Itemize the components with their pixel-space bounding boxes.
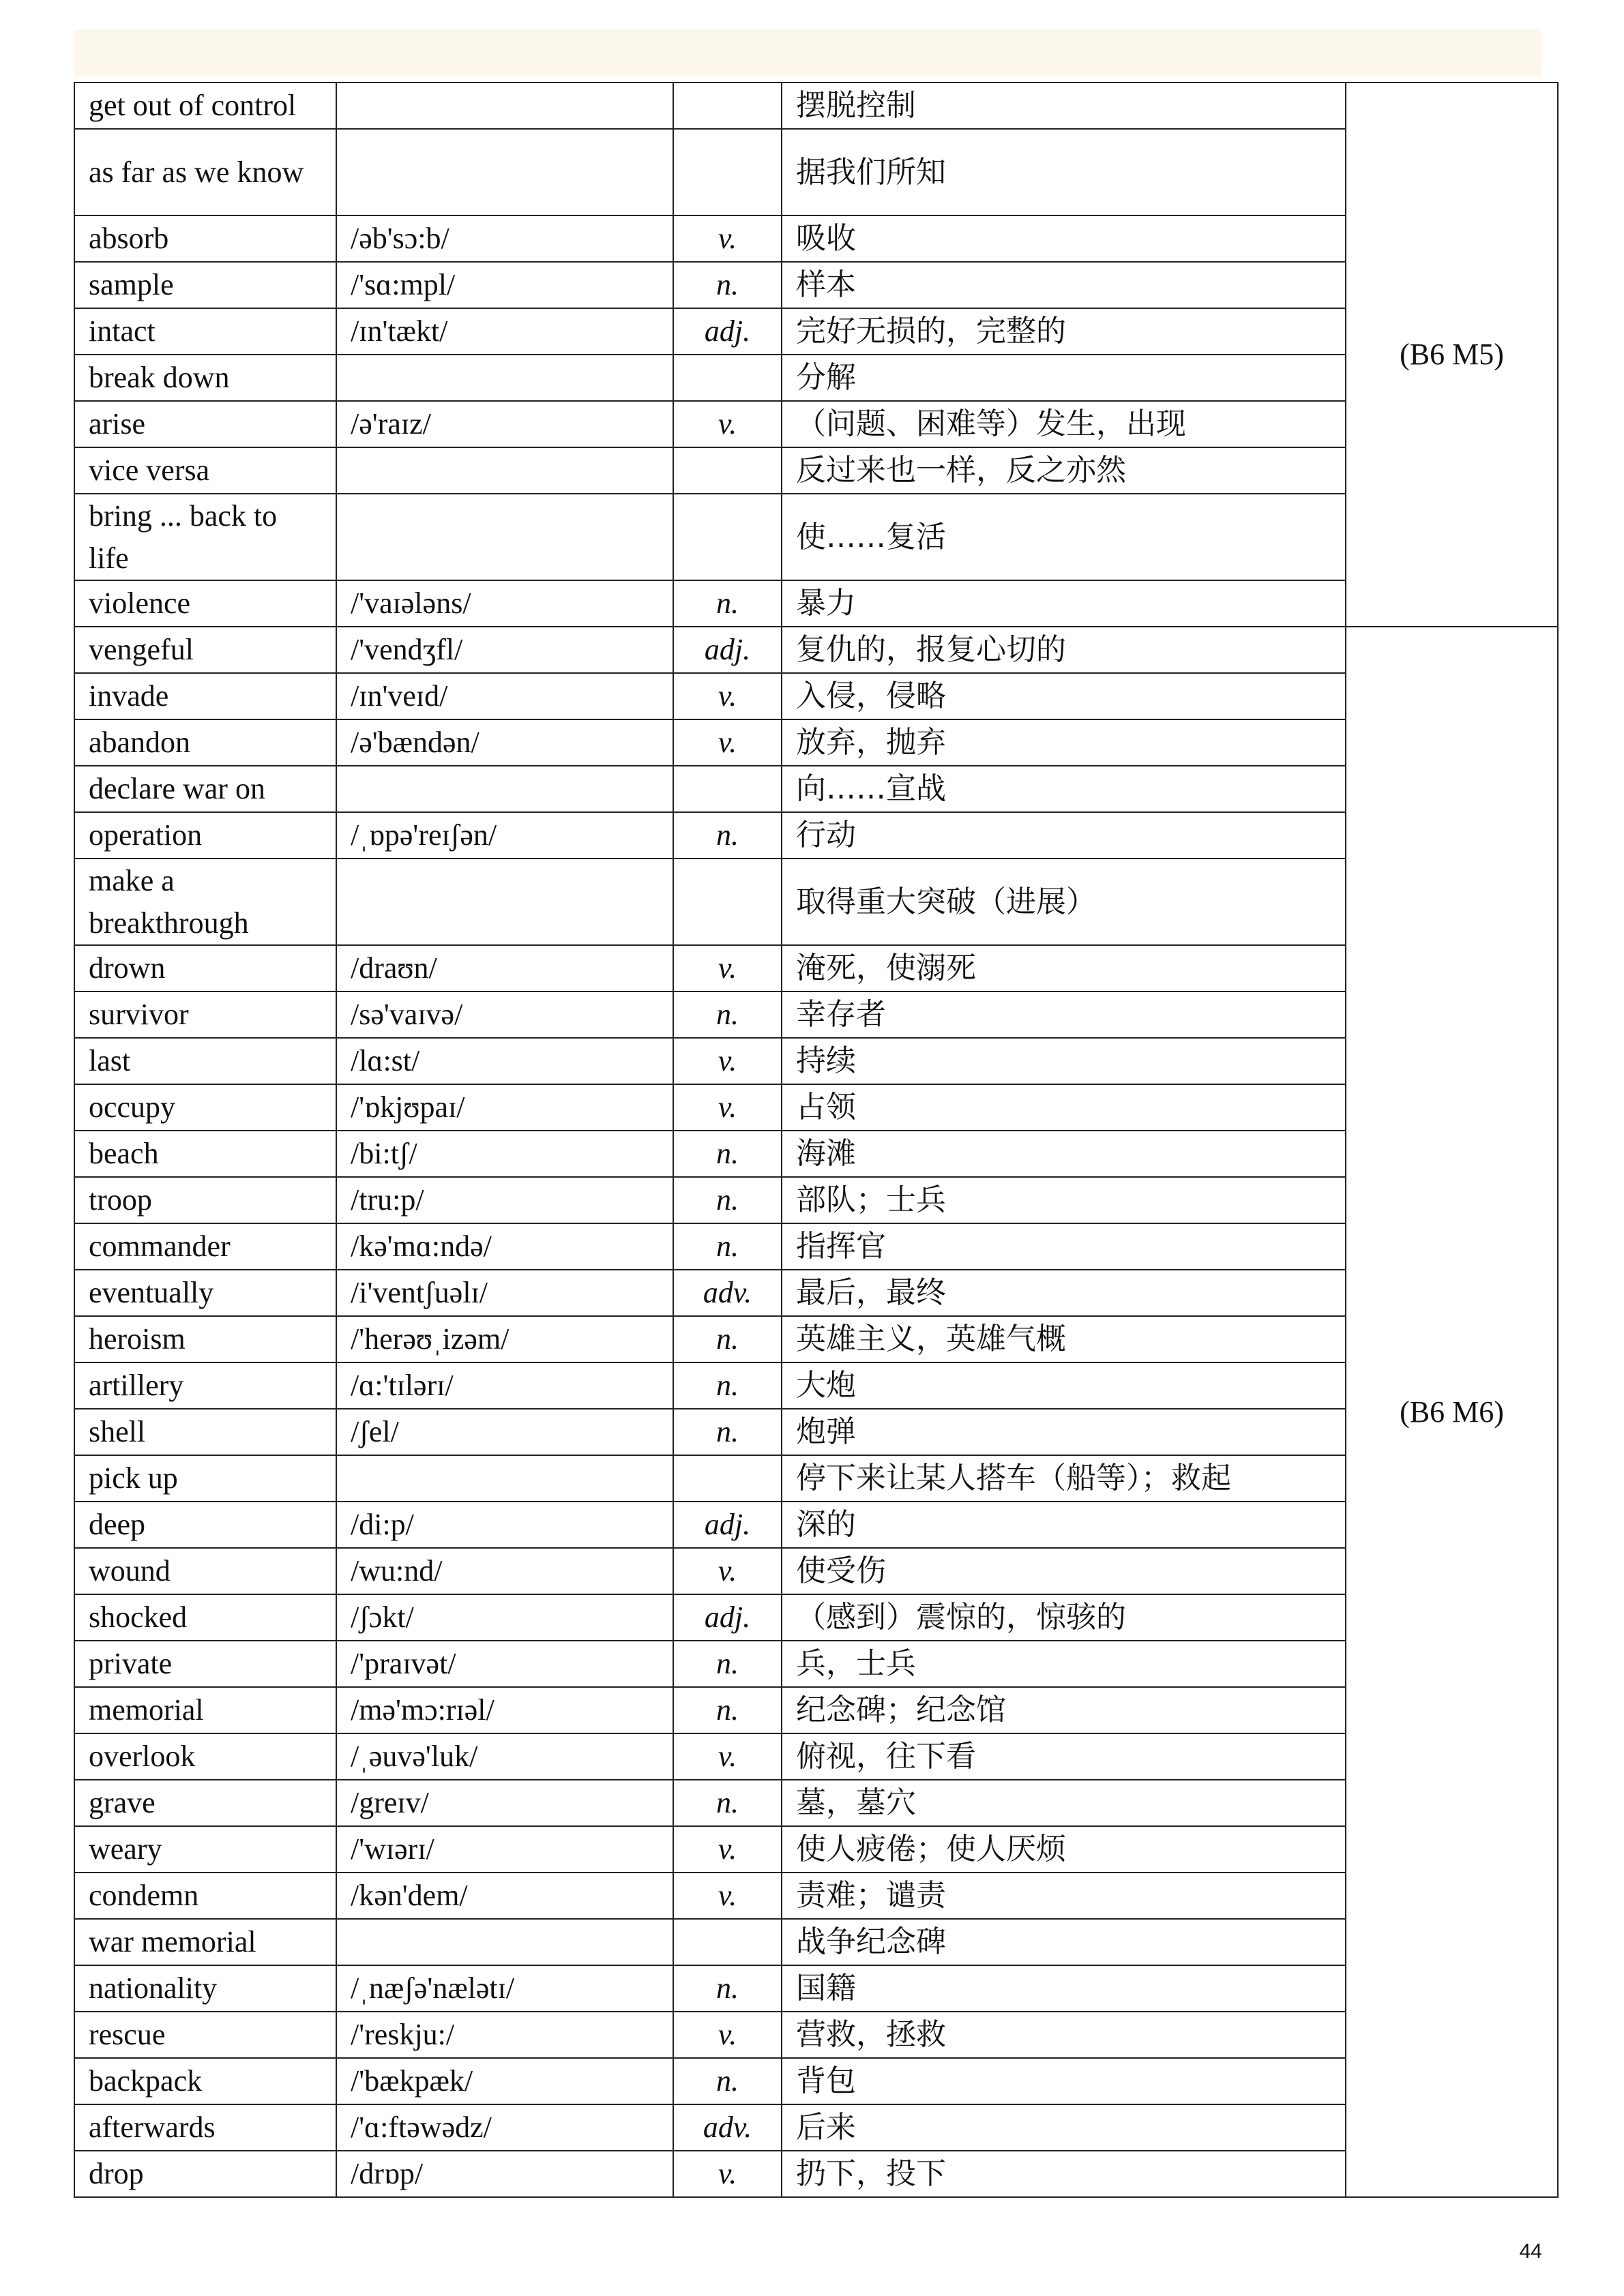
- word-cell: artillery: [74, 1362, 336, 1409]
- word-cell: occupy: [74, 1084, 336, 1131]
- phonetic-cell: /'praɪvət/: [336, 1641, 673, 1687]
- part-of-speech-cell: n.: [673, 262, 782, 308]
- meaning-cell: 俯视，往下看: [782, 1733, 1346, 1780]
- meaning-cell: 淹死，使溺死: [782, 945, 1346, 992]
- phonetic-cell: /ɪn'tækt/: [336, 308, 673, 355]
- meaning-cell: 国籍: [782, 1965, 1346, 2012]
- part-of-speech-cell: [673, 129, 782, 215]
- phonetic-cell: /ɪn'veɪd/: [336, 673, 673, 719]
- phonetic-cell: /ə'bændən/: [336, 719, 673, 766]
- meaning-cell: 战争纪念碑: [782, 1919, 1346, 1965]
- word-cell: overlook: [74, 1733, 336, 1780]
- table-row: [74, 1873, 1558, 1919]
- meaning-cell: 占领: [782, 1084, 1346, 1131]
- table-row: [74, 1270, 1558, 1316]
- part-of-speech-cell: n.: [673, 992, 782, 1038]
- phonetic-cell: /'sɑ:mpl/: [336, 262, 673, 308]
- phonetic-cell: /'ɑ:ftəwədz/: [336, 2104, 673, 2151]
- part-of-speech-cell: [673, 859, 782, 945]
- phonetic-cell: /ʃɔkt/: [336, 1594, 673, 1641]
- part-of-speech-cell: n.: [673, 1362, 782, 1409]
- part-of-speech-cell: [673, 355, 782, 401]
- word-cell: private: [74, 1641, 336, 1687]
- phonetic-cell: [336, 1919, 673, 1965]
- part-of-speech-cell: n.: [673, 1409, 782, 1455]
- table-row: [74, 215, 1558, 262]
- meaning-cell: 海滩: [782, 1131, 1346, 1177]
- meaning-cell: 复仇的，报复心切的: [782, 627, 1346, 673]
- table-row: [74, 812, 1558, 859]
- phonetic-cell: /draʊn/: [336, 945, 673, 992]
- word-cell: invade: [74, 673, 336, 719]
- part-of-speech-cell: v.: [673, 1548, 782, 1594]
- part-of-speech-cell: n.: [673, 1687, 782, 1733]
- phonetic-cell: /əb'sɔ:b/: [336, 215, 673, 262]
- part-of-speech-cell: v.: [673, 945, 782, 992]
- phonetic-cell: /kən'dem/: [336, 1873, 673, 1919]
- table-row: [74, 1548, 1558, 1594]
- phonetic-cell: /ˌəuvə'luk/: [336, 1733, 673, 1780]
- phonetic-cell: /mə'mɔ:rɪəl/: [336, 1687, 673, 1733]
- meaning-cell: 反过来也一样，反之亦然: [782, 447, 1346, 494]
- part-of-speech-cell: n.: [673, 580, 782, 627]
- meaning-cell: 据我们所知: [782, 129, 1346, 215]
- meaning-cell: 向……宣战: [782, 766, 1346, 812]
- meaning-cell: 暴力: [782, 580, 1346, 627]
- meaning-cell: 大炮: [782, 1362, 1346, 1409]
- word-cell: declare war on: [74, 766, 336, 812]
- word-cell: sample: [74, 262, 336, 308]
- table-row: [74, 1733, 1558, 1780]
- meaning-cell: 背包: [782, 2058, 1346, 2104]
- part-of-speech-cell: adv.: [673, 2104, 782, 2151]
- phonetic-cell: /ˌɒpə'reɪʃən/: [336, 812, 673, 859]
- table-row: [74, 992, 1558, 1038]
- phonetic-cell: /'reskju:/: [336, 2012, 673, 2058]
- table-row: [74, 1641, 1558, 1687]
- meaning-cell: 入侵，侵略: [782, 673, 1346, 719]
- table-row: [74, 1965, 1558, 2012]
- word-cell: beach: [74, 1131, 336, 1177]
- word-cell: heroism: [74, 1316, 336, 1362]
- word-cell: troop: [74, 1177, 336, 1223]
- module-label-cell: (B6 M5): [1346, 83, 1558, 627]
- table-row: [74, 766, 1558, 812]
- part-of-speech-cell: n.: [673, 1223, 782, 1270]
- part-of-speech-cell: n.: [673, 812, 782, 859]
- meaning-cell: （感到）震惊的，惊骇的: [782, 1594, 1346, 1641]
- word-cell: break down: [74, 355, 336, 401]
- table-row: [74, 627, 1558, 673]
- word-cell: condemn: [74, 1873, 336, 1919]
- part-of-speech-cell: n.: [673, 1780, 782, 1826]
- part-of-speech-cell: v.: [673, 1084, 782, 1131]
- part-of-speech-cell: v.: [673, 2151, 782, 2197]
- table-row: [74, 2058, 1558, 2104]
- table-row: [74, 1409, 1558, 1455]
- word-cell: rescue: [74, 2012, 336, 2058]
- part-of-speech-cell: v.: [673, 1733, 782, 1780]
- phonetic-cell: /kə'mɑ:ndə/: [336, 1223, 673, 1270]
- meaning-cell: 放弃，抛弃: [782, 719, 1346, 766]
- meaning-cell: 取得重大突破（进展）: [782, 859, 1346, 945]
- table-row: [74, 859, 1558, 945]
- table-row: [74, 2012, 1558, 2058]
- table-row: [74, 447, 1558, 494]
- meaning-cell: 持续: [782, 1038, 1346, 1084]
- word-cell: get out of control: [74, 83, 336, 129]
- part-of-speech-cell: [673, 447, 782, 494]
- table-row: [74, 1316, 1558, 1362]
- meaning-cell: 炮弹: [782, 1409, 1346, 1455]
- phonetic-cell: [336, 494, 673, 580]
- phonetic-cell: /ʃel/: [336, 1409, 673, 1455]
- meaning-cell: 指挥官: [782, 1223, 1346, 1270]
- word-cell: wound: [74, 1548, 336, 1594]
- phonetic-cell: /ˌnæʃə'nælətɪ/: [336, 1965, 673, 2012]
- part-of-speech-cell: [673, 1455, 782, 1502]
- part-of-speech-cell: n.: [673, 2058, 782, 2104]
- part-of-speech-cell: n.: [673, 1131, 782, 1177]
- part-of-speech-cell: adj.: [673, 627, 782, 673]
- header-band: [74, 29, 1541, 77]
- part-of-speech-cell: adv.: [673, 1270, 782, 1316]
- part-of-speech-cell: v.: [673, 1826, 782, 1873]
- word-cell: last: [74, 1038, 336, 1084]
- phonetic-cell: /'vaɪələns/: [336, 580, 673, 627]
- phonetic-cell: /bi:tʃ/: [336, 1131, 673, 1177]
- word-cell: eventually: [74, 1270, 336, 1316]
- word-cell: backpack: [74, 2058, 336, 2104]
- meaning-cell: 部队；士兵: [782, 1177, 1346, 1223]
- word-cell: as far as we know: [74, 129, 336, 215]
- meaning-cell: 纪念碑；纪念馆: [782, 1687, 1346, 1733]
- part-of-speech-cell: n.: [673, 1641, 782, 1687]
- phonetic-cell: /'ɒkjʊpaɪ/: [336, 1084, 673, 1131]
- phonetic-cell: /wu:nd/: [336, 1548, 673, 1594]
- meaning-cell: 使人疲倦；使人厌烦: [782, 1826, 1346, 1873]
- table-row: [74, 494, 1558, 580]
- phonetic-cell: /ə'raɪz/: [336, 401, 673, 447]
- meaning-cell: 深的: [782, 1502, 1346, 1548]
- word-cell: nationality: [74, 1965, 336, 2012]
- phonetic-cell: [336, 859, 673, 945]
- word-cell: absorb: [74, 215, 336, 262]
- table-row: [74, 719, 1558, 766]
- part-of-speech-cell: v.: [673, 673, 782, 719]
- table-row: [74, 1826, 1558, 1873]
- part-of-speech-cell: v.: [673, 2012, 782, 2058]
- word-cell: deep: [74, 1502, 336, 1548]
- meaning-cell: （问题、困难等）发生，出现: [782, 401, 1346, 447]
- word-cell: violence: [74, 580, 336, 627]
- meaning-cell: 兵，士兵: [782, 1641, 1346, 1687]
- phonetic-cell: /'vendʒfl/: [336, 627, 673, 673]
- table-row: [74, 1502, 1558, 1548]
- table-row: [74, 129, 1558, 215]
- table-row: [74, 401, 1558, 447]
- meaning-cell: 完好无损的，完整的: [782, 308, 1346, 355]
- phonetic-cell: [336, 355, 673, 401]
- table-row: [74, 1223, 1558, 1270]
- meaning-cell: 吸收: [782, 215, 1346, 262]
- meaning-cell: 样本: [782, 262, 1346, 308]
- phonetic-cell: /sə'vaɪvə/: [336, 992, 673, 1038]
- part-of-speech-cell: v.: [673, 1873, 782, 1919]
- word-cell: bring ... back to life: [74, 494, 336, 580]
- part-of-speech-cell: [673, 766, 782, 812]
- phonetic-cell: /'wɪərɪ/: [336, 1826, 673, 1873]
- word-cell: grave: [74, 1780, 336, 1826]
- part-of-speech-cell: n.: [673, 1316, 782, 1362]
- meaning-cell: 责难；谴责: [782, 1873, 1346, 1919]
- word-cell: arise: [74, 401, 336, 447]
- phonetic-cell: /drɒp/: [336, 2151, 673, 2197]
- word-cell: afterwards: [74, 2104, 336, 2151]
- part-of-speech-cell: [673, 1919, 782, 1965]
- phonetic-cell: /greɪv/: [336, 1780, 673, 1826]
- page-number: 44: [1519, 2240, 1542, 2263]
- table-row: [74, 1084, 1558, 1131]
- part-of-speech-cell: n.: [673, 1177, 782, 1223]
- table-row: [74, 1362, 1558, 1409]
- meaning-cell: 英雄主义，英雄气概: [782, 1316, 1346, 1362]
- word-cell: abandon: [74, 719, 336, 766]
- word-cell: war memorial: [74, 1919, 336, 1965]
- part-of-speech-cell: v.: [673, 1038, 782, 1084]
- meaning-cell: 分解: [782, 355, 1346, 401]
- part-of-speech-cell: v.: [673, 215, 782, 262]
- word-cell: survivor: [74, 992, 336, 1038]
- meaning-cell: 扔下，投下: [782, 2151, 1346, 2197]
- meaning-cell: 营救，拯救: [782, 2012, 1346, 2058]
- table-row: [74, 673, 1558, 719]
- table-row: [74, 1780, 1558, 1826]
- word-cell: vengeful: [74, 627, 336, 673]
- word-cell: drown: [74, 945, 336, 992]
- table-row: [74, 2104, 1558, 2151]
- part-of-speech-cell: n.: [673, 1965, 782, 2012]
- word-cell: shocked: [74, 1594, 336, 1641]
- table-row: [74, 308, 1558, 355]
- word-cell: operation: [74, 812, 336, 859]
- part-of-speech-cell: [673, 83, 782, 129]
- phonetic-cell: [336, 447, 673, 494]
- table-row: [74, 580, 1558, 627]
- word-cell: weary: [74, 1826, 336, 1873]
- phonetic-cell: /lɑ:st/: [336, 1038, 673, 1084]
- table-row: [74, 262, 1558, 308]
- phonetic-cell: /'herəʊˌizəm/: [336, 1316, 673, 1362]
- word-cell: drop: [74, 2151, 336, 2197]
- vocabulary-table-body: [74, 83, 1558, 2197]
- word-cell: commander: [74, 1223, 336, 1270]
- phonetic-cell: /'bækpæk/: [336, 2058, 673, 2104]
- table-row: [74, 1594, 1558, 1641]
- table-row: [74, 1038, 1558, 1084]
- table-row: [74, 945, 1558, 992]
- word-cell: vice versa: [74, 447, 336, 494]
- phonetic-cell: [336, 83, 673, 129]
- table-row: [74, 355, 1558, 401]
- table-row: [74, 83, 1558, 129]
- phonetic-cell: /i'ventʃuəlɪ/: [336, 1270, 673, 1316]
- part-of-speech-cell: [673, 494, 782, 580]
- phonetic-cell: [336, 766, 673, 812]
- phonetic-cell: /di:p/: [336, 1502, 673, 1548]
- module-label-cell: (B6 M6): [1346, 627, 1558, 2197]
- phonetic-cell: [336, 129, 673, 215]
- word-cell: pick up: [74, 1455, 336, 1502]
- vocabulary-table: [74, 82, 1559, 2198]
- part-of-speech-cell: v.: [673, 719, 782, 766]
- phonetic-cell: [336, 1455, 673, 1502]
- meaning-cell: 最后，最终: [782, 1270, 1346, 1316]
- word-cell: memorial: [74, 1687, 336, 1733]
- table-row: [74, 1177, 1558, 1223]
- word-cell: make a breakthrough: [74, 859, 336, 945]
- word-cell: shell: [74, 1409, 336, 1455]
- meaning-cell: 停下来让某人搭车（船等）；救起: [782, 1455, 1346, 1502]
- meaning-cell: 使……复活: [782, 494, 1346, 580]
- part-of-speech-cell: v.: [673, 401, 782, 447]
- meaning-cell: 幸存者: [782, 992, 1346, 1038]
- word-cell: intact: [74, 308, 336, 355]
- table-row: [74, 1455, 1558, 1502]
- meaning-cell: 使受伤: [782, 1548, 1346, 1594]
- part-of-speech-cell: adj.: [673, 1594, 782, 1641]
- table-row: [74, 1131, 1558, 1177]
- part-of-speech-cell: adj.: [673, 1502, 782, 1548]
- table-row: [74, 2151, 1558, 2197]
- table-row: [74, 1687, 1558, 1733]
- table-row: [74, 1919, 1558, 1965]
- phonetic-cell: /ɑ:'tɪlərɪ/: [336, 1362, 673, 1409]
- meaning-cell: 行动: [782, 812, 1346, 859]
- meaning-cell: 墓，墓穴: [782, 1780, 1346, 1826]
- part-of-speech-cell: adj.: [673, 308, 782, 355]
- meaning-cell: 后来: [782, 2104, 1346, 2151]
- phonetic-cell: /tru:p/: [336, 1177, 673, 1223]
- meaning-cell: 摆脱控制: [782, 83, 1346, 129]
